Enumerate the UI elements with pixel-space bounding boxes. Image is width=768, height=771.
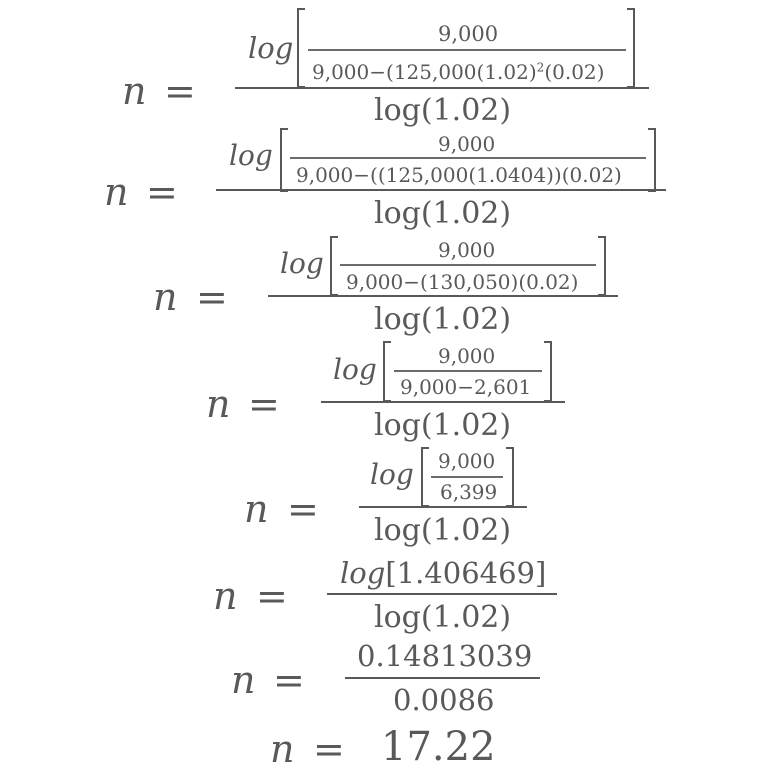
equals-sign: = <box>256 574 288 618</box>
denominator: log(1.02) <box>374 93 512 128</box>
inner-numerator: 9,000 <box>438 22 499 46</box>
left-bracket <box>280 128 288 192</box>
result: 17.22 <box>381 724 496 770</box>
equals-sign: = <box>313 727 345 771</box>
variable-n: n <box>270 727 295 771</box>
variable-n: n <box>153 275 178 319</box>
main-fraction-bar <box>359 506 527 508</box>
inner-fraction-bar <box>340 264 596 266</box>
inner-fraction-bar <box>394 370 542 372</box>
main-fraction-bar <box>235 87 649 89</box>
denominator: log(1.02) <box>374 302 512 337</box>
inner-denominator: $9,000-(125,000(1.02)^2(0.02)$ <box>312 60 605 84</box>
numerator: log[1.406469] <box>340 556 547 590</box>
log-function: log <box>229 139 273 172</box>
log-function: log <box>280 247 324 280</box>
inner-denominator: 9,000−2,601 <box>400 375 532 399</box>
main-fraction-bar <box>216 189 666 191</box>
right-bracket <box>506 447 514 507</box>
inner-denominator: 9,000−((125,000(1.0404))(0.02) <box>296 163 622 187</box>
variable-n: n <box>231 658 256 702</box>
denominator: 0.0086 <box>393 683 495 717</box>
numerator-text: [1.406469] <box>385 556 547 590</box>
numerator: 0.14813039 <box>357 639 533 673</box>
equals-sign: = <box>273 658 305 702</box>
equals-sign: = <box>196 275 228 319</box>
main-fraction-bar <box>268 295 618 297</box>
right-bracket <box>598 236 606 296</box>
inner-denominator: 6,399 <box>440 480 498 504</box>
main-fraction-bar <box>321 401 565 403</box>
inner-fraction-bar <box>308 49 626 51</box>
left-bracket <box>421 447 429 507</box>
equals-sign: = <box>164 69 196 113</box>
log-function: log <box>333 353 377 386</box>
right-bracket <box>648 128 656 192</box>
variable-n: n <box>122 69 147 113</box>
equals-sign: = <box>248 382 280 426</box>
inner-numerator: 9,000 <box>438 449 496 473</box>
inner-fraction-bar <box>290 157 646 159</box>
equals-sign: = <box>146 170 178 214</box>
left-bracket <box>297 8 305 88</box>
variable-n: n <box>206 382 231 426</box>
inner-numerator: 9,000 <box>438 132 496 156</box>
denominator: log(1.02) <box>374 408 512 443</box>
denominator: log(1.02) <box>374 196 512 231</box>
right-bracket <box>627 8 635 88</box>
variable-n: n <box>244 487 269 531</box>
variable-n: n <box>213 574 238 618</box>
inner-fraction-bar <box>431 476 503 478</box>
inner-numerator: 9,000 <box>438 344 496 368</box>
main-fraction-bar <box>345 677 540 679</box>
right-bracket <box>544 341 552 402</box>
denominator: log(1.02) <box>374 600 512 635</box>
log-function: log <box>248 31 294 65</box>
denominator: log(1.02) <box>374 513 512 548</box>
inner-denominator: 9,000−(130,050)(0.02) <box>346 270 579 294</box>
left-bracket <box>330 236 338 296</box>
log-function: log <box>370 458 414 491</box>
inner-numerator: 9,000 <box>438 238 496 262</box>
main-fraction-bar <box>327 593 557 595</box>
variable-n: n <box>104 170 129 214</box>
left-bracket <box>383 341 391 402</box>
equals-sign: = <box>287 487 319 531</box>
